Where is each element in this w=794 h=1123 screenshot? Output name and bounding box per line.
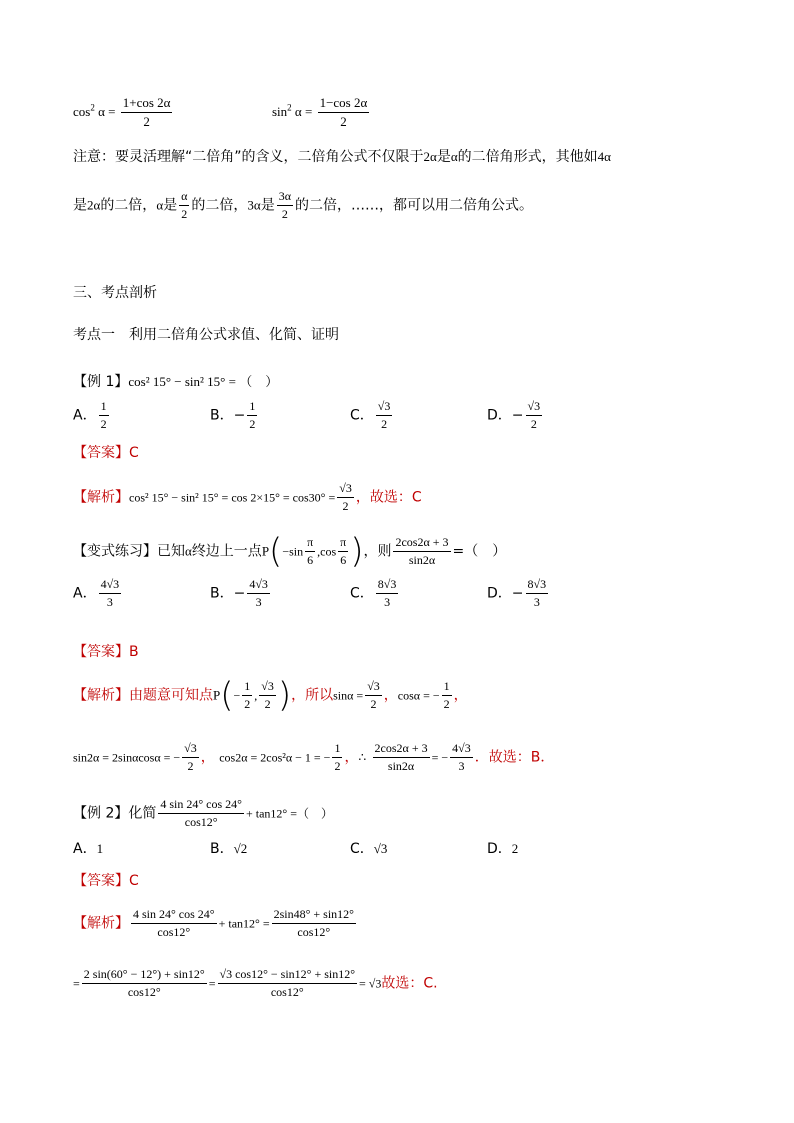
example1-option-d: D．− $\frac{√3}{2}$ — [487, 399, 541, 432]
variant-option-c: C． $\frac{8√3}{3}$ — [350, 577, 397, 610]
example2-analysis-line-1: 【解析】 $\frac{4 \sin 24^\circ \cos 24^\circ}{\cos 12^\circ}$ + tan12° = $\frac{2\sin 48^\circ + \sin 12^\circ}{\cos 12^\circ}$ — [73, 907, 354, 940]
variant-option-b: B．− $\frac{4√3}{3}$ — [210, 577, 268, 610]
example1-analysis: 【解析】cos² 15° − sin² 15° = cos 2×15° = cos30° = $\frac{√3}{2}$ ，故选：C — [73, 481, 422, 514]
example1-question: 【例 1】cos² 15° − sin² 15° = （ ） — [73, 374, 279, 390]
variant-option-d: D．− $\frac{8√3}{3}$ — [487, 577, 547, 610]
variant-option-a: A． $\frac{4√3}{3}$ — [73, 577, 120, 610]
example1-option-c: C． $\frac{√3}{2}$ — [350, 399, 391, 432]
variant-question: 【变式练习】已知α终边上一点P(−sin $\frac{\pi}{6}$ ,cos $\frac{\pi}{6}$ )，则 $\frac{2\cos 2\alpha + 3}{\sin 2\alpha}$ =（ ） — [73, 531, 507, 572]
example1-answer: 【答案】C — [73, 445, 139, 461]
example2-option-a: A．1 — [73, 841, 104, 857]
example2-question: 【例 2】化简 $\frac{4 \sin 24^\circ \cos 24^\circ}{\cos 12^\circ}$ + tan12° =（ ） — [73, 797, 333, 830]
note-line-1: 注意：要灵活理解“二倍角”的含义，二倍角公式不仅限于2α是α的二倍角形式，其他如4α — [73, 149, 611, 165]
sin-square-formula: $\sin^2 \alpha$ = $\frac{1-\cos 2\alpha}{2}$ — [272, 95, 368, 130]
cos-square-formula: $\cos^2 \alpha$ = $\frac{1+\cos 2\alpha}{2}$ — [73, 95, 171, 130]
example2-option-b: B．√2 — [210, 841, 248, 857]
example1-option-a: A． $\frac{1}{2}$ — [73, 399, 107, 432]
example1-option-b: B．− $\frac{1}{2}$ — [210, 399, 256, 432]
variant-analysis-line-2: sin2α = 2sinαcosα = − $\frac{√3}{2}$ ， cos2α = 2cos²α − 1 = − $\frac{1}{2}$ ，∴ $\frac{2\cos 2\alpha + 3}{\sin 2\alpha}$ = − $\frac{4√3}{3}$ ．故选：B． — [73, 741, 555, 774]
section-title: 三、考点剖析 — [73, 285, 157, 301]
variant-analysis-line-1: 【解析】由题意可知点P(− $\frac{1}{2}$ , $\frac{√3}{2}$ )，所以sinα = $\frac{√3}{2}$ ，cosα = − $\frac{1}{2}$ ， — [73, 675, 468, 716]
point-title: 考点一 利用二倍角公式求值、化简、证明 — [73, 327, 339, 343]
example2-option-c: C．√3 — [350, 841, 388, 857]
example2-answer: 【答案】C — [73, 873, 139, 889]
variant-answer: 【答案】B — [73, 644, 139, 660]
note-line-2: 是2α的二倍，α是 $\frac{\alpha}{2}$ 的二倍，3α是 $\frac{3\alpha}{2}$ 的二倍，……，都可以用二倍角公式。 — [73, 189, 534, 222]
example2-option-d: D．2 — [487, 841, 519, 857]
example2-analysis-line-2: = $\frac{2 \sin(60^\circ - 12^\circ) + \sin 12^\circ}{\cos 12^\circ}$ = $\frac{√3 \cos 12^\circ - \sin 12^\circ + \sin 12^\circ}{\cos 12^\circ}$ = √3故选：C. — [73, 967, 438, 1000]
